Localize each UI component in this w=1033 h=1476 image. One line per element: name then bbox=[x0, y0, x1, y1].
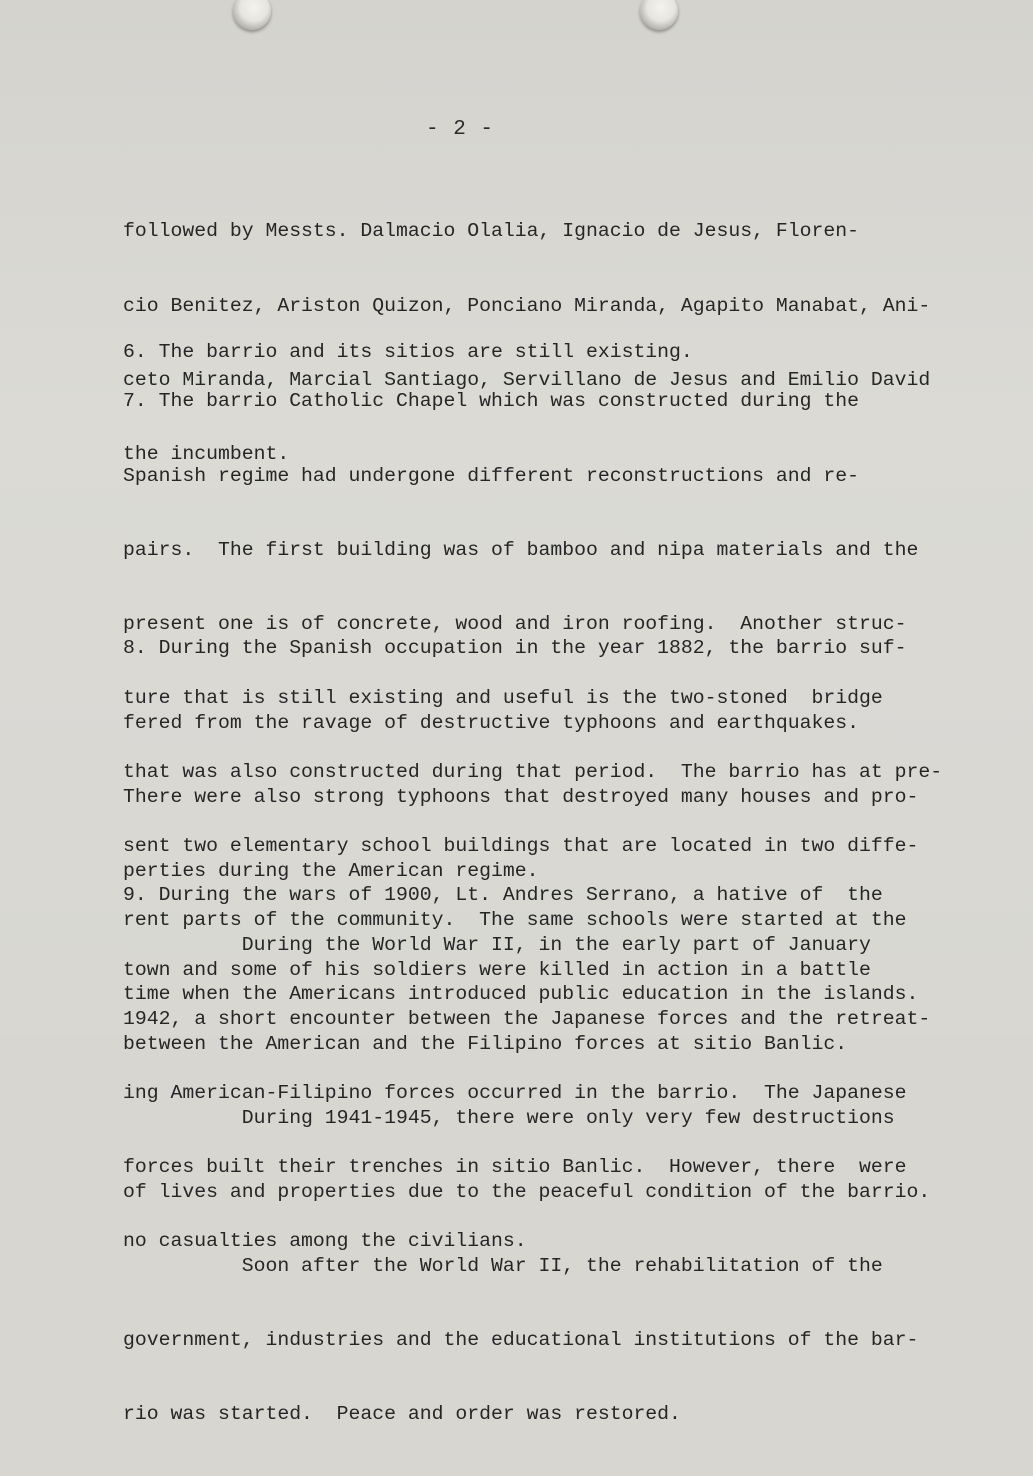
text-line: present one is of concrete, wood and iron roofing. Another struc- bbox=[123, 612, 907, 635]
text-line: rent parts of the community. The same schools were started at the bbox=[123, 909, 907, 932]
text-line: 7. The barrio Catholic Chapel which was constructed during the bbox=[123, 390, 859, 413]
text-line: rio was started. Peace and order was restored. bbox=[123, 1403, 681, 1426]
text-line: government, industries and the educational institutions of the bar- bbox=[123, 1328, 919, 1351]
page-number: - 2 - bbox=[425, 118, 494, 141]
text-line: pairs. The first building was of bamboo and nipa materials and the bbox=[123, 538, 919, 561]
text-line: cio Benitez, Ariston Quizon, Ponciano Miranda, Agapito Manabat, Ani- bbox=[123, 294, 931, 317]
text-line: There were also strong typhoons that destroyed many houses and pro- bbox=[123, 785, 919, 808]
text-line: During 1941-1945, there were only very few destructions bbox=[123, 1106, 895, 1129]
text-line: perties during the American regime. bbox=[123, 859, 539, 882]
text-line: of lives and properties due to the peaceful condition of the barrio. bbox=[123, 1180, 931, 1203]
text-line: 9. During the wars of 1900, Lt. Andres Serrano, a hative of the bbox=[123, 884, 883, 907]
paragraph-section-9 bbox=[123, 834, 1003, 1476]
text-line: fered from the ravage of destructive typhoons and earthquakes. bbox=[123, 711, 859, 734]
punch-hole-right bbox=[640, 0, 678, 30]
punch-hole-left bbox=[233, 0, 271, 30]
text-line: time when the Americans introduced public education in the islands. bbox=[123, 983, 919, 1006]
text-line: forces built their trenches in sitio Banlic. However, there were bbox=[123, 1156, 907, 1179]
text-line: between the American and the Filipino forces at sitio Banlic. bbox=[123, 1032, 848, 1055]
text-line: sent two elementary school buildings that are located in two diffe- bbox=[123, 834, 919, 857]
text-line: 1942, a short encounter between the Japanese forces and the retreat- bbox=[123, 1007, 931, 1030]
text-line: town and some of his soldiers were killed in action in a battle bbox=[123, 958, 871, 981]
text-line: Soon after the World War II, the rehabilitation of the bbox=[123, 1254, 883, 1277]
text-line: no casualties among the civilians. bbox=[123, 1230, 527, 1253]
text-line: 6. The barrio and its sitios are still existing. bbox=[123, 341, 693, 364]
text-line: that was also constructed during that period. The barrio has at pre- bbox=[123, 760, 943, 783]
text-line: 8. During the Spanish occupation in the year 1882, the barrio suf- bbox=[123, 637, 907, 660]
text-line: Spanish regime had undergone different reconstructions and re- bbox=[123, 464, 859, 487]
text-line: ing American-Filipino forces occurred in the barrio. The Japanese bbox=[123, 1081, 907, 1104]
text-line: the incumbent. bbox=[123, 442, 290, 465]
text-line: ceto Miranda, Marcial Santiago, Servillano de Jesus and Emilio David bbox=[123, 368, 931, 391]
text-line: ture that is still existing and useful is the two-stoned bridge bbox=[123, 686, 883, 709]
text-line: followed by Messts. Dalmacio Olalia, Ignacio de Jesus, Floren- bbox=[123, 220, 859, 243]
text-line: During the World War II, in the early part of January bbox=[123, 933, 871, 956]
